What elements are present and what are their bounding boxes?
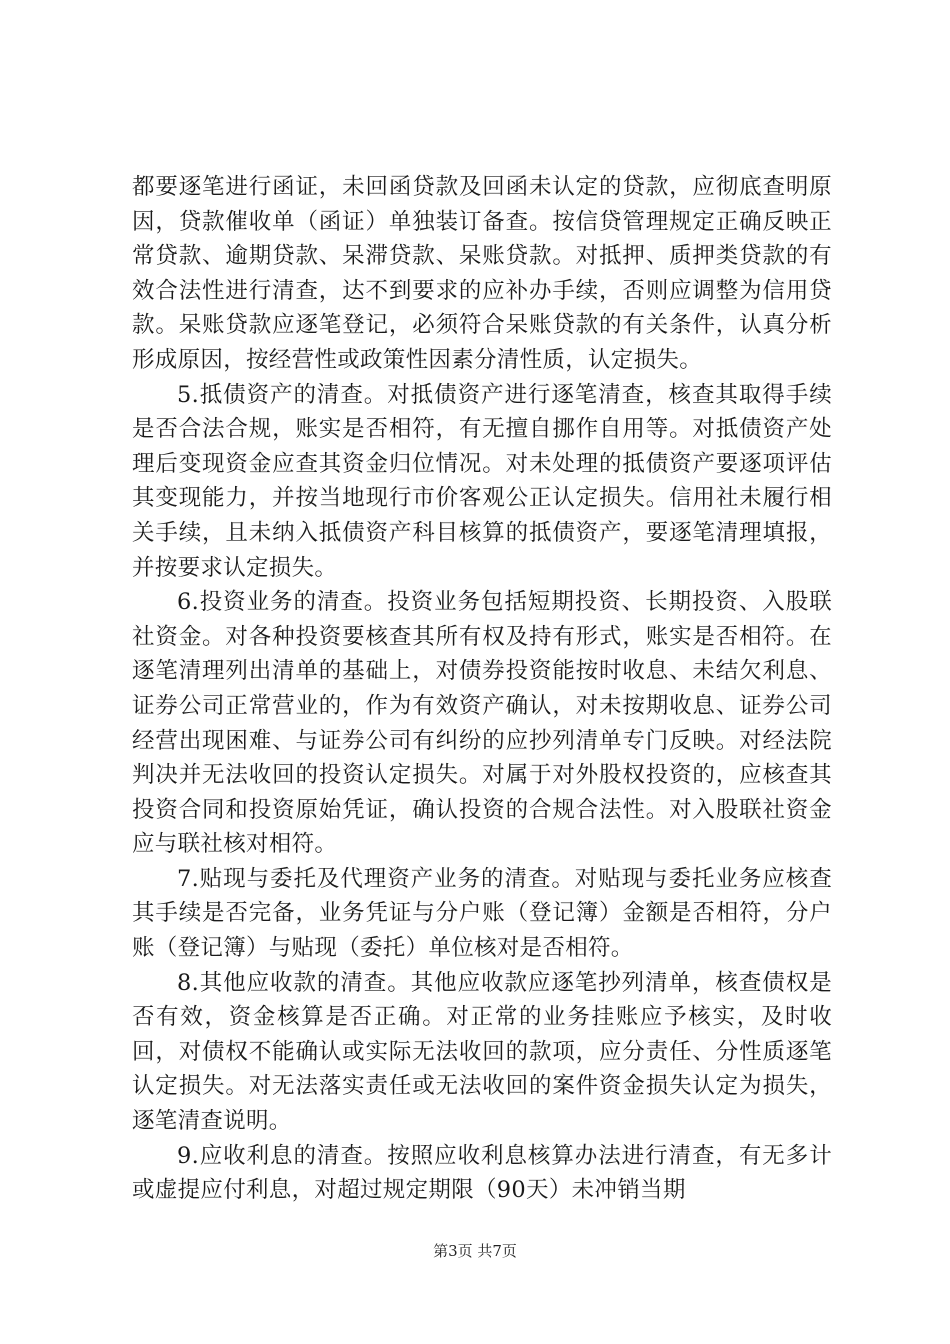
paragraph-4: 7.贴现与委托及代理资产业务的清查。对贴现与委托业务应核查其手续是否完备，业务凭证与分户账（登记簿）金额是否相符，分户账（登记簿）与贴现（委托）单位核对是否相符。: [132, 865, 832, 962]
paragraph-1: 都要逐笔进行函证，未回函贷款及回函未认定的贷款，应彻底查明原因，贷款催收单（函证）单独装订备查。按信贷管理规定正确反映正常贷款、逾期贷款、呆滞贷款、呆账贷款。对抵押、质押类贷款的有效合法性进行清查，达不到要求的应补办手续，否则应调整为信用贷款。呆账贷款应逐笔登记，必须符合呆账贷款的有关条件，认真分析形成原因，按经营性或政策性因素分清性质，认定损失。: [132, 174, 832, 373]
paragraph-3: 6.投资业务的清查。投资业务包括短期投资、长期投资、入股联社资金。对各种投资要核查其所有权及持有形式，账实是否相符。在逐笔清理列出清单的基础上，对债券投资能按时收息、未结欠利息、证券公司正常营业的，作为有效资产确认，对未按期收息、证券公司经营出现困难、与证券公司有纠纷的应抄列清单专门反映。对经法院判决并无法收回的投资认定损失。对属于对外股权投资的，应核查其投资合同和投资原始凭证，确认投资的合规合法性。对入股联社资金应与联社核对相符。: [132, 589, 832, 858]
paragraph-6: 9.应收利息的清查。按照应收利息核算办法进行清查，有无多计或虚提应付利息，对超过规定期限（90天）未冲销当期: [132, 1142, 832, 1204]
page-footer: 第3页 共7页: [433, 1242, 517, 1260]
document-body: [132, 170, 832, 1208]
paragraph-2: 5.抵债资产的清查。对抵债资产进行逐笔清查，核查其取得手续是否合法合规，账实是否相符，有无擅自挪作自用等。对抵债资产处理后变现资金应查其资金归位情况。对未处理的抵债资产要逐项评估其变现能力，并按当地现行市价客观公正认定损失。信用社未履行相关手续，且未纳入抵债资产科目核算的抵债资产，要逐笔清理填报，并按要求认定损失。: [132, 381, 832, 581]
paragraph-5: 8.其他应收款的清查。其他应收款应逐笔抄列清单，核查债权是否有效，资金核算是否正确。对正常的业务挂账应予核实，及时收回，对债权不能确认或实际无法收回的款项，应分责任、分性质逐笔认定损失。对无法落实责任或无法收回的案件资金损失认定为损失，逐笔清查说明。: [132, 969, 832, 1135]
